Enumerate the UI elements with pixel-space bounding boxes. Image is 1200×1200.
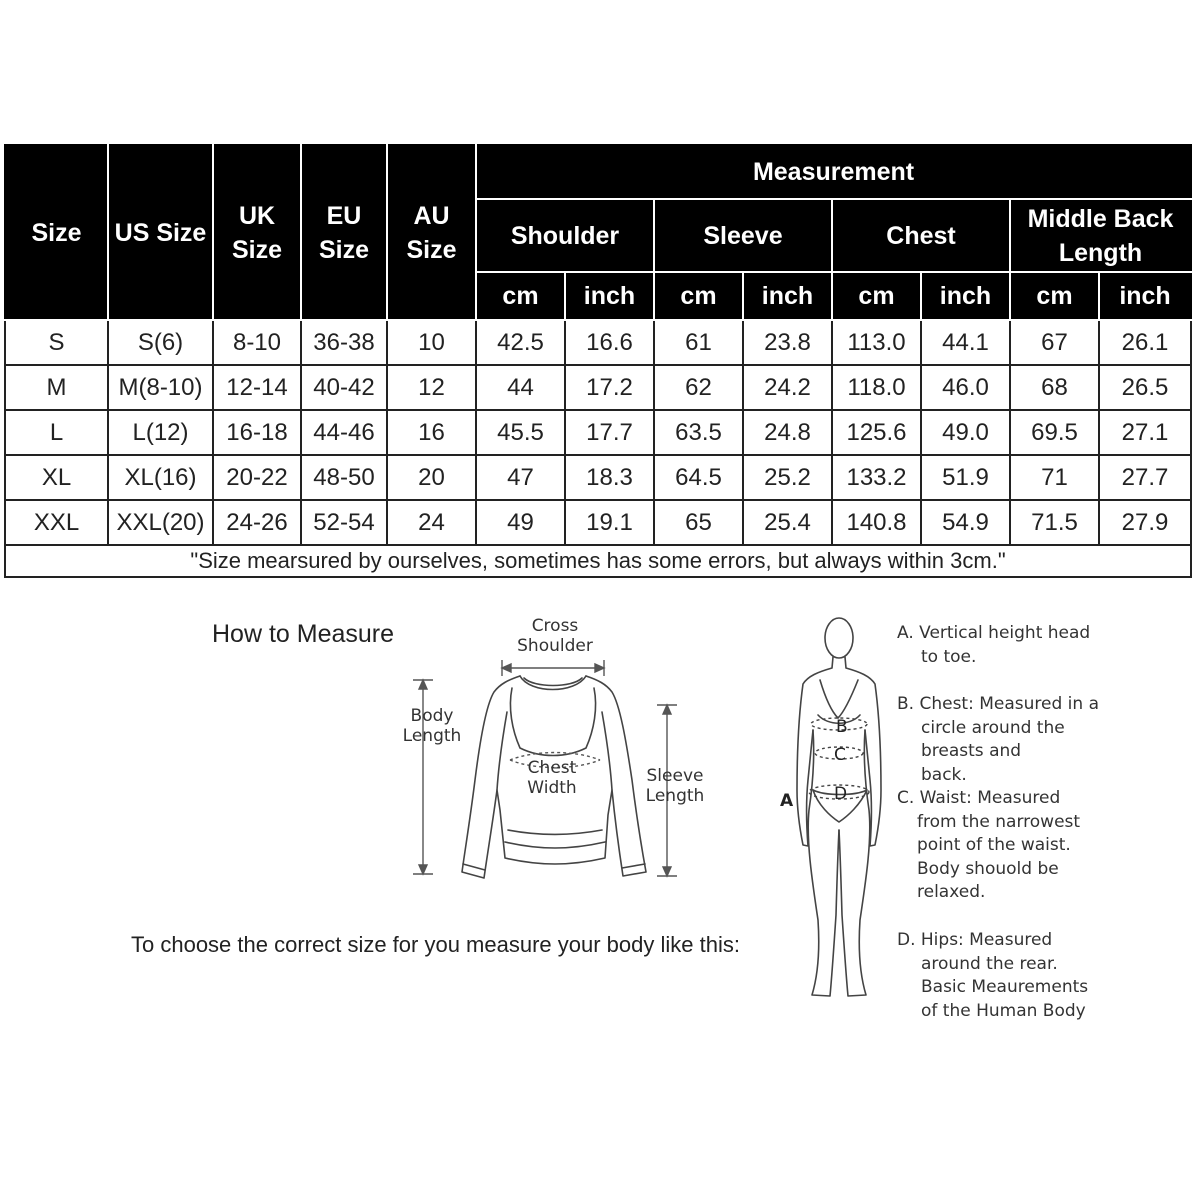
table-cell: 69.5 [1010,410,1099,455]
table-cell: 63.5 [654,410,743,455]
table-cell: 12-14 [213,365,301,410]
size-note: "Size mearsured by ourselves, sometimes has some errors, but always within 3cm." [5,545,1191,577]
table-cell: 133.2 [832,455,921,500]
table-cell: 24.2 [743,365,832,410]
table-cell: 44-46 [301,410,387,455]
table-cell: 44 [476,365,565,410]
instruction-text: To choose the correct size for you measure your body like this: [131,932,740,957]
table-cell: 27.1 [1099,410,1191,455]
table-cell: 26.5 [1099,365,1191,410]
body-length-label: Body Length [402,706,462,746]
unit-header: inch [565,272,654,320]
header-size: Size [5,145,108,320]
table-cell: 62 [654,365,743,410]
table-cell: XL(16) [108,455,213,500]
size-chart-table [4,144,1192,578]
table-cell: 118.0 [832,365,921,410]
table-cell: 54.9 [921,500,1010,545]
note-b-rest: circle around the breasts and back. [921,717,1065,785]
table-cell: 27.7 [1099,455,1191,500]
table-cell: M(8-10) [108,365,213,410]
sleeve-length-label: Sleeve Length [645,766,705,806]
unit-header: cm [476,272,565,320]
table-cell: 42.5 [476,320,565,365]
header-us-size: US Size [108,145,213,320]
header-measurement: Measurement [476,145,1191,199]
unit-header: cm [832,272,921,320]
unit-header: cm [1010,272,1099,320]
table-cell: 68 [1010,365,1099,410]
header-uk-size: UK Size [213,145,301,320]
table-cell: 65 [654,500,743,545]
chest-width-label: Chest Width [527,758,577,798]
table-cell: 20-22 [213,455,301,500]
table-cell: 16-18 [213,410,301,455]
table-cell: 25.2 [743,455,832,500]
table-cell: 16 [387,410,476,455]
note-c-first: C. Waist: Measured [897,788,1061,808]
header-shoulder: Shoulder [476,199,654,272]
cross-shoulder-label: Cross Shoulder [517,616,593,656]
table-cell: 8-10 [213,320,301,365]
table-cell: 48-50 [301,455,387,500]
unit-header: cm [654,272,743,320]
header-au-size: AU Size [387,145,476,320]
note-d [897,929,1102,1023]
table-cell: 51.9 [921,455,1010,500]
marker-d: D [834,784,848,804]
table-cell: 40-42 [301,365,387,410]
marker-c: C [834,745,846,765]
table-cell: 12 [387,365,476,410]
table-cell: 26.1 [1099,320,1191,365]
table-cell: 18.3 [565,455,654,500]
header-eu-size: EU Size [301,145,387,320]
table-cell: 16.6 [565,320,654,365]
note-c [897,787,1097,905]
table-cell: 17.2 [565,365,654,410]
table-cell: 140.8 [832,500,921,545]
table-cell: 27.9 [1099,500,1191,545]
table-cell: 24-26 [213,500,301,545]
note-a-rest: to toe. [921,646,977,667]
body-diagram [775,612,895,1004]
table-cell: 67 [1010,320,1099,365]
table-cell: 113.0 [832,320,921,365]
table-cell: 25.4 [743,500,832,545]
table-cell: 24.8 [743,410,832,455]
unit-header: inch [1099,272,1191,320]
table-cell: 125.6 [832,410,921,455]
table-cell: 52-54 [301,500,387,545]
note-d-rest: around the rear. Basic Meaurements of the Human Body [921,953,1089,1021]
note-c-rest: from the narrowest point of the waist. Body shouold be relaxed. [917,811,1081,902]
table-row [5,500,1191,545]
table-row [5,455,1191,500]
table-cell: 44.1 [921,320,1010,365]
table-cell: 47 [476,455,565,500]
how-to-measure-title: How to Measure [212,620,395,648]
table-cell: 20 [387,455,476,500]
header-chest: Chest [832,199,1010,272]
table-cell: S(6) [108,320,213,365]
note-b [897,693,1112,787]
note-d-first: D. Hips: Measured [897,930,1053,950]
table-row [5,410,1191,455]
table-cell: 61 [654,320,743,365]
table-row [5,320,1191,365]
table-cell: L [5,410,108,455]
note-a [897,622,1127,669]
table-body [5,320,1191,545]
header-middle-back-length: Middle Back Length [1010,199,1191,272]
table-cell: XXL [5,500,108,545]
table-cell: XXL(20) [108,500,213,545]
table-row [5,365,1191,410]
note-a-first: A. Vertical height head [897,623,1091,643]
header-sleeve: Sleeve [654,199,832,272]
table-cell: 71 [1010,455,1099,500]
table-cell: 46.0 [921,365,1010,410]
marker-a: A [780,791,794,811]
table-cell: L(12) [108,410,213,455]
table-cell: 49.0 [921,410,1010,455]
table-cell: 17.7 [565,410,654,455]
note-b-first: B. Chest: Measured in a [897,694,1099,714]
table-cell: S [5,320,108,365]
table-cell: 45.5 [476,410,565,455]
table-cell: 49 [476,500,565,545]
unit-header: inch [921,272,1010,320]
unit-header: inch [743,272,832,320]
table-cell: 71.5 [1010,500,1099,545]
table-cell: XL [5,455,108,500]
table-cell: 19.1 [565,500,654,545]
table-cell: 36-38 [301,320,387,365]
table-cell: 64.5 [654,455,743,500]
table-cell: 10 [387,320,476,365]
table-cell: 23.8 [743,320,832,365]
marker-b: B [836,717,848,737]
table-cell: M [5,365,108,410]
table-cell: 24 [387,500,476,545]
